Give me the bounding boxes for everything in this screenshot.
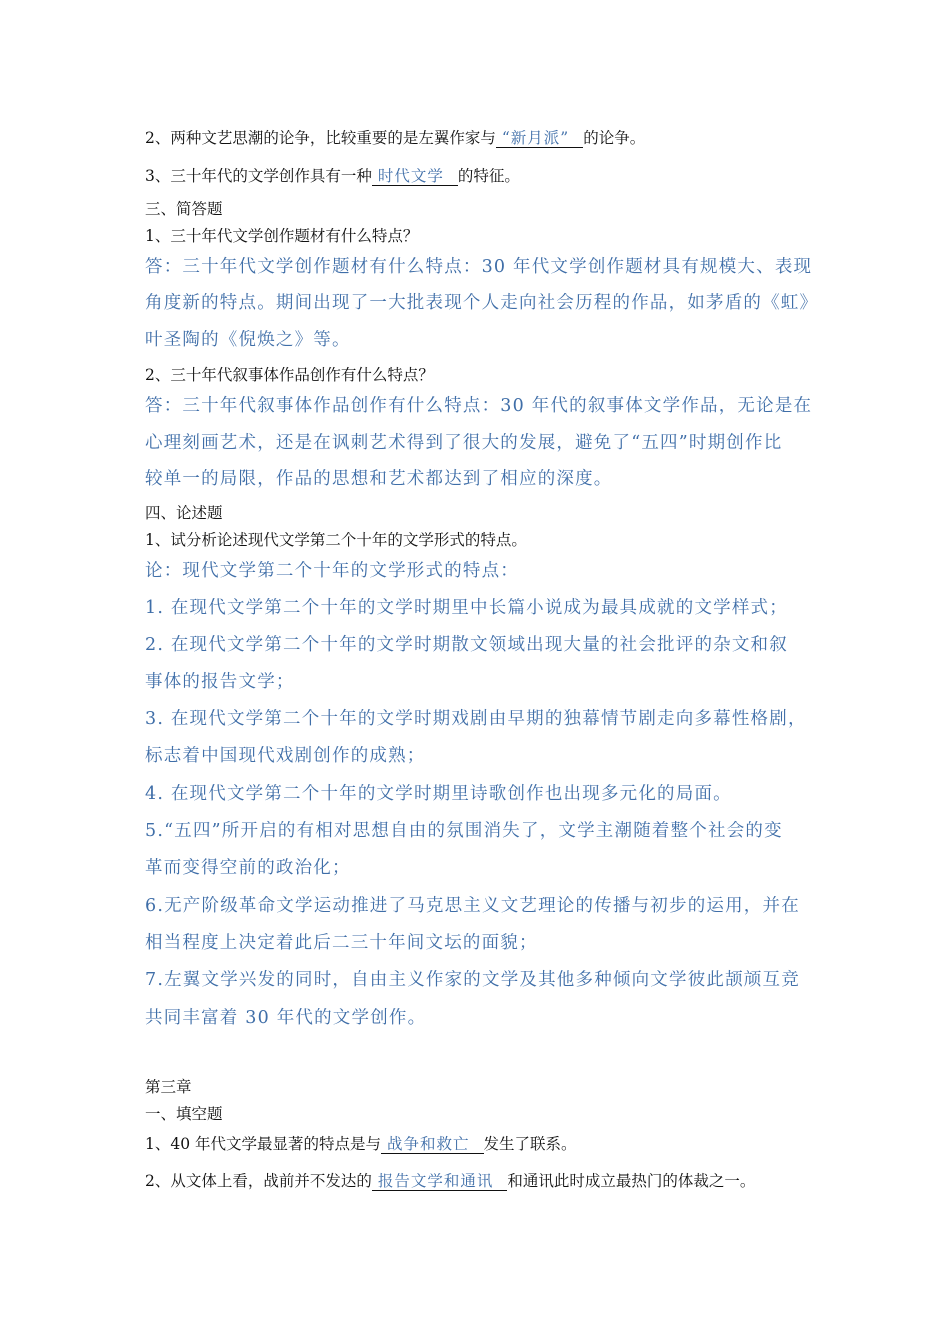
answer-line: 答：三十年代文学创作题材有什么特点：30 年代文学创作题材具有规模大、表现 [145,257,813,277]
fill-question-ch3-1 [145,1134,577,1154]
question-text: 发生了联系。 [483,1135,577,1153]
essay-line: 1. 在现代文学第二个十年的文学时期里中长篇小说成为最具成就的文学样式； [145,598,788,618]
section-heading: 三、简答题 [145,200,223,218]
question-text: 的论争。 [583,129,646,147]
question-text: 和通讯此时成立最热门的体裁之一。 [507,1172,756,1190]
answer-line: 叶圣陶的《倪焕之》等。 [145,330,351,350]
answer-blank: 时代文学 [372,167,458,186]
section-heading: 四、论述题 [145,504,223,522]
answer-line: 答：三十年代叙事体作品创作有什么特点：30 年代的叙事体文学作品，无论是在 [145,396,813,416]
essay-line: 3. 在现代文学第二个十年的文学时期戏剧由早期的独幕情节剧走向多幕性格剧， [145,709,807,729]
essay-line: 4. 在现代文学第二个十年的文学时期里诗歌创作也出现多元化的局面。 [145,784,732,804]
essay-line: 相当程度上决定着此后二三十年间文坛的面貌； [145,933,538,953]
essay-question-1: 1、试分析论述现代文学第二个十年的文学形式的特点。 [145,531,527,549]
essay-line: 6.无产阶级革命文学运动推进了马克思主义文艺理论的传播与初步的运用，并在 [145,896,800,916]
essay-line: 革而变得空前的政治化； [145,858,351,878]
answer-line: 较单一的局限，作品的思想和艺术都达到了相应的深度。 [145,469,613,489]
question-text: 1、40 年代文学最显著的特点是与 [145,1135,382,1153]
essay-line: 共同丰富着 30 年代的文学创作。 [145,1008,427,1028]
essay-line: 事体的报告文学； [145,672,295,692]
essay-line: 7.左翼文学兴发的同时，自由主义作家的文学及其他多种倾向文学彼此颉颃互竞 [145,970,800,990]
essay-line: 2. 在现代文学第二个十年的文学时期散文领域出现大量的社会批评的杂文和叙 [145,635,788,655]
fill-question-ch3-2 [145,1171,755,1191]
short-answer-question-1: 1、三十年代文学创作题材有什么特点？ [145,227,419,245]
answer-blank: 报告文学和通讯 [372,1172,508,1191]
essay-line: 论：现代文学第二个十年的文学形式的特点： [145,561,519,581]
fill-question-2 [145,128,645,148]
question-text: 2、两种文艺思潮的论争，比较重要的是左翼作家与 [145,129,496,147]
question-text: 3、三十年代的文学创作具有一种 [145,167,372,185]
question-text: 的特征。 [457,167,520,185]
answer-blank: 战争和救亡 [381,1135,484,1154]
chapter-heading: 第三章 [145,1078,192,1096]
answer-blank: “新月派” [496,129,583,148]
section-heading: 一、填空题 [145,1105,223,1123]
fill-question-3 [145,166,520,186]
short-answer-question-2: 2、三十年代叙事体作品创作有什么特点？ [145,366,434,384]
answer-line: 角度新的特点。期间出现了一大批表现个人走向社会历程的作品，如茅盾的《虹》 [145,293,819,313]
question-text: 2、从文体上看，战前并不发达的 [145,1172,372,1190]
essay-line: 标志着中国现代戏剧创作的成熟； [145,746,426,766]
answer-line: 心理刻画艺术，还是在讽刺艺术得到了很大的发展，避免了“五四”时期创作比 [145,433,783,453]
essay-line: 5.“五四”所开启的有相对思想自由的氛围消失了，文学主潮随着整个社会的变 [145,821,783,841]
